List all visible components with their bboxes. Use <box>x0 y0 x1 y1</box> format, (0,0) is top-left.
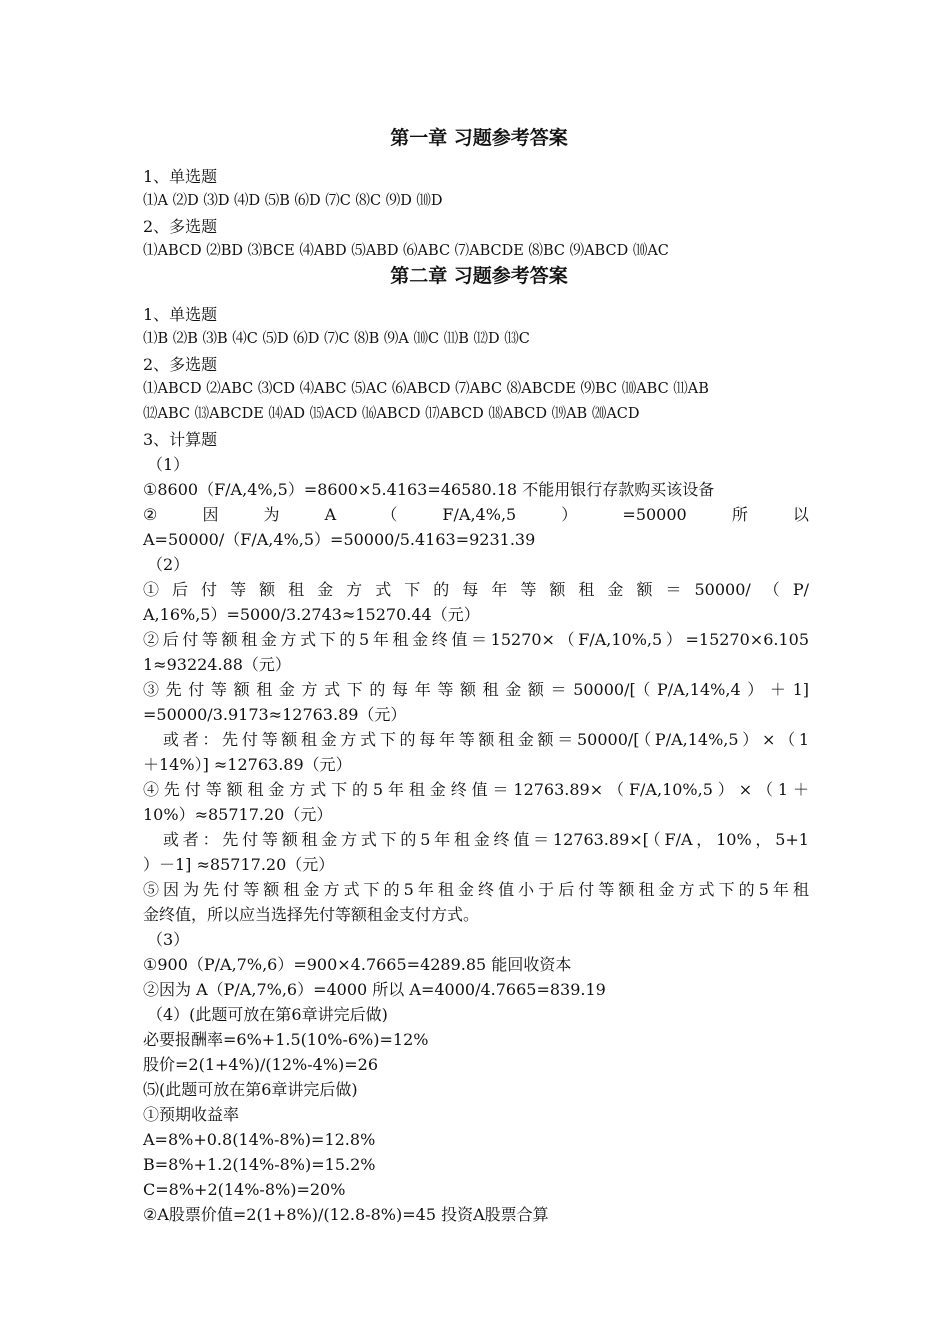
ch2-multi-choice-answers-line2: ⑿ABC ⒀ABCDE ⒁AD ⒂ACD ⒃ABCD ⒄ABCD ⒅ABCD ⒆AB ⒇ACD <box>143 406 640 422</box>
q1-line3: A=50000/（F/A,4%,5）=50000/5.4163=9231.39 <box>143 530 536 549</box>
ch2-multi-choice-heading: 2、多选题 <box>143 355 218 374</box>
q4-line1: 必要报酬率=6%+1.5(10%-6%)=12% <box>143 1030 429 1049</box>
q2-line3: ②后付等额租金方式下的5年租金终值＝15270×（F/A,10%,5）=15270×6.105 <box>143 630 809 649</box>
q1-line2-part: F/A,4%,5 <box>442 505 517 524</box>
q1-line2-part: ） <box>561 505 578 524</box>
q2-line11: 或者：先付等额租金方式下的5年租金终值＝12763.89×[（F/A，10%，5+1 <box>163 830 809 849</box>
q5-line5: ②A股票价值=2(1+8%)/(12.8-8%)=45 投资A股票合算 <box>143 1205 549 1224</box>
q2-line5: ③先付等额租金方式下的每年等额租金额＝50000/[（P/A,14%,4）＋1] <box>143 680 809 699</box>
q1-line2 <box>143 502 809 527</box>
q1-line2-part: 因 <box>202 505 219 524</box>
ch1-multi-choice-heading: 2、多选题 <box>143 217 218 236</box>
q1-line1: ①8600（F/A,4%,5）=8600×5.4163=46580.18 不能用银行存款购买该设备 <box>143 480 715 499</box>
q2-line10: 10%）≈85717.20（元） <box>143 805 333 824</box>
q1-line2-part: A <box>324 505 337 524</box>
q1-line2-part: 以 <box>792 505 809 524</box>
q1-line2-part: 为 <box>263 505 280 524</box>
q2-line9: ④先付等额租金方式下的5年租金终值＝12763.89×（F/A,10%,5）×（1＋ <box>143 780 809 799</box>
q5-line3: B=8%+1.2(14%-8%)=15.2% <box>143 1155 376 1174</box>
q3-line1: ①900（P/A,7%,6）=900×4.7665=4289.85 能回收资本 <box>143 955 572 974</box>
q5-line2: A=8%+0.8(14%-8%)=12.8% <box>143 1130 376 1149</box>
q5-line1: ①预期收益率 <box>143 1105 240 1124</box>
ch1-single-choice-answers: ⑴A ⑵D ⑶D ⑷D ⑸B ⑹D ⑺C ⑻C ⑼D ⑽D <box>143 193 443 209</box>
ch2-single-choice-answers: ⑴B ⑵B ⑶B ⑷C ⑸D ⑹D ⑺C ⑻B ⑼A ⑽C ⑾B ⑿D ⒀C <box>143 331 530 347</box>
q4-line2: 股价=2(1+4%)/(12%-4%)=26 <box>143 1055 379 1074</box>
q1-line2-part: （ <box>381 505 398 524</box>
ch1-multi-choice-answers: ⑴ABCD ⑵BD ⑶BCE ⑷ABD ⑸ABD ⑹ABC ⑺ABCDE ⑻BC ⑼ABCD ⑽AC <box>143 243 669 259</box>
document-body <box>143 126 809 1227</box>
q3-line2: ②因为 A（P/A,7%,6）=4000 所以 A=4000/4.7665=839.19 <box>143 980 606 999</box>
q1-line2-part: ② <box>143 505 158 524</box>
ch2-single-choice-heading: 1、单选题 <box>143 305 218 324</box>
q1-label: （1） <box>147 455 190 474</box>
chapter1-title: 第一章 习题参考答案 <box>390 127 568 149</box>
q2-line1: ①后付等额租金方式下的每年等额租金额＝50000/（P/ <box>143 580 809 599</box>
chapter2-title: 第二章 习题参考答案 <box>390 265 568 287</box>
q2-line13: ⑤因为先付等额租金方式下的5年租金终值小于后付等额租金方式下的5年租 <box>143 880 809 899</box>
q1-line2-part: 所 <box>731 505 748 524</box>
q4-label: （4）(此题可放在第6章讲完后做) <box>147 1005 388 1024</box>
q2-line2: A,16%,5）=5000/3.2743≈15270.44（元） <box>143 605 480 624</box>
ch2-multi-choice-answers-line1: ⑴ABCD ⑵ABC ⑶CD ⑷ABC ⑸AC ⑹ABCD ⑺ABC ⑻ABCDE ⑼BC ⑽ABC ⑾AB <box>143 381 709 397</box>
q2-line4: 1≈93224.88（元） <box>143 655 291 674</box>
q5-label: ⑸(此题可放在第6章讲完后做) <box>143 1080 358 1099</box>
q2-label: （2） <box>147 555 190 574</box>
q2-line12: ）－1] ≈85717.20（元） <box>143 855 335 874</box>
q2-line8: ＋14%）] ≈12763.89（元） <box>143 755 352 774</box>
q2-line7: 或者：先付等额租金方式下的每年等额租金额＝50000/[（P/A,14%,5）×（1 <box>163 730 809 749</box>
ch1-single-choice-heading: 1、单选题 <box>143 167 218 186</box>
q1-line2-part: =50000 <box>622 505 687 524</box>
q2-line14: 金终值，所以应当选择先付等额租金支付方式。 <box>143 905 480 924</box>
q5-line4: C=8%+2(14%-8%)=20% <box>143 1180 346 1199</box>
ch2-calc-heading: 3、计算题 <box>143 430 218 449</box>
q2-line6: =50000/3.9173≈12763.89（元） <box>143 705 407 724</box>
q3-label: （3） <box>147 930 190 949</box>
